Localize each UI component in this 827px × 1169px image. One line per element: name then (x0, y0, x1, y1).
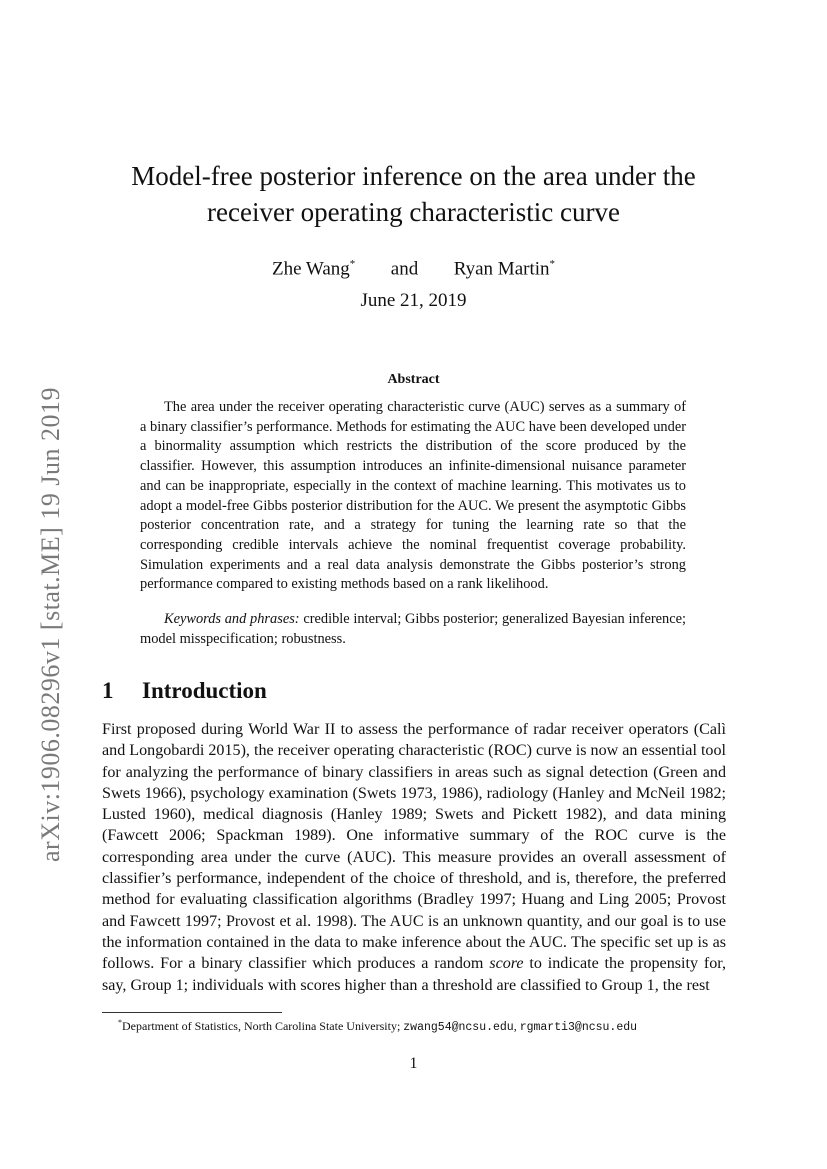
introduction-emphasis-score: score (489, 955, 524, 973)
keywords-label: Keywords and phrases: (164, 611, 300, 627)
paper-date: June 21, 2019 (360, 290, 467, 311)
keywords-paragraph (140, 610, 686, 649)
footnote-email-2[interactable]: rgmarti3@ncsu.edu (519, 1021, 638, 1034)
author-list (100, 252, 727, 281)
footnote-email-1[interactable]: zwang54@ncsu.edu (403, 1021, 514, 1034)
paper-title (100, 158, 727, 230)
abstract-heading: Abstract (387, 372, 440, 387)
author-name-2: Ryan Martin (453, 258, 550, 280)
footnote-email-separator: , (513, 1019, 517, 1033)
introduction-text-part-2: to indicate the propensity for, say, Group 1; individuals with scores higher than a threshold are classified to Group 1, the rest (102, 955, 726, 994)
section-number: 1 (102, 678, 114, 703)
paper-title-line-2: receiver operating characteristic curve (207, 197, 620, 227)
author-conjunction: and (390, 258, 419, 280)
abstract-text: The area under the receiver operating characteristic curve (AUC) serves as a summary of a binary classifier’s performance. Methods for estimating the AUC have been developed under a binormality assumption which restricts the distribution of the score produced by the classifier. However, this assumption introduces an infinite-dimensional nuisance parameter and can be inappropriate, especially in the context of machine learning. This motivates us to adopt a model-free Gibbs posterior distribution for the AUC. We present the asymptotic Gibbs posterior concentration rate, and a strategy for tuning the learning rate so that the corresponding credible intervals achieve the nominal frequentist coverage probability. Simulation experiments and a real data analysis demonstrate the Gibbs posterior’s strong performance compared to existing methods based on a rank likelihood. (140, 399, 686, 593)
affiliation-footnote (102, 1015, 742, 1036)
author-footnote-mark-1: * (349, 258, 356, 270)
author-footnote-mark-2: * (549, 258, 556, 270)
footnote-mark: * (118, 1018, 122, 1027)
introduction-paragraph (102, 719, 726, 996)
paper-title-line-1: Model-free posterior inference on the area under the (131, 161, 696, 191)
section-heading-introduction (102, 676, 267, 706)
footnote-affiliation: Department of Statistics, North Carolina State University; (122, 1019, 401, 1033)
page-number: 1 (409, 1055, 418, 1072)
footnote-rule (102, 1012, 282, 1013)
introduction-text-part-1: First proposed during World War II to assess the performance of radar receiver operators (Calì and Longobardi 2015), the receiver operating characteristic (ROC) curve is now an essential tool for analyzing the performance of binary classifiers in areas such as signal detection (Green and Swets 1966), psychology examination (Swets 1973, 1986), radiology (Hanley and McNeil 1982; Lusted 1960), medical diagnosis (Hanley 1989; Swets and Pickett 1982), and data mining (Fawcett 2006; Spackman 1989). One informative summary of the ROC curve is the corresponding area under the curve (AUC). This measure provides an overall assessment of classifier’s performance, independent of the choice of threshold, and is, therefore, the preferred method for evaluating classification algorithms (Bradley 1997; Huang and Ling 2005; Provost and Fawcett 1997; Provost et al. 1998). The AUC is an unknown quantity, and our goal is to use the information contained in the data to make inference about the AUC. The specific set up is as follows. For a binary classifier which produces a random (102, 721, 726, 973)
arxiv-identifier-stamp: arXiv:1906.08296v1 [stat.ME] 19 Jun 2019 (36, 387, 65, 862)
section-title: Introduction (142, 678, 267, 703)
keywords-list: credible interval; Gibbs posterior; generalized Bayesian inference; model misspecification; robustness. (140, 611, 686, 647)
author-name-1: Zhe Wang (271, 258, 350, 280)
